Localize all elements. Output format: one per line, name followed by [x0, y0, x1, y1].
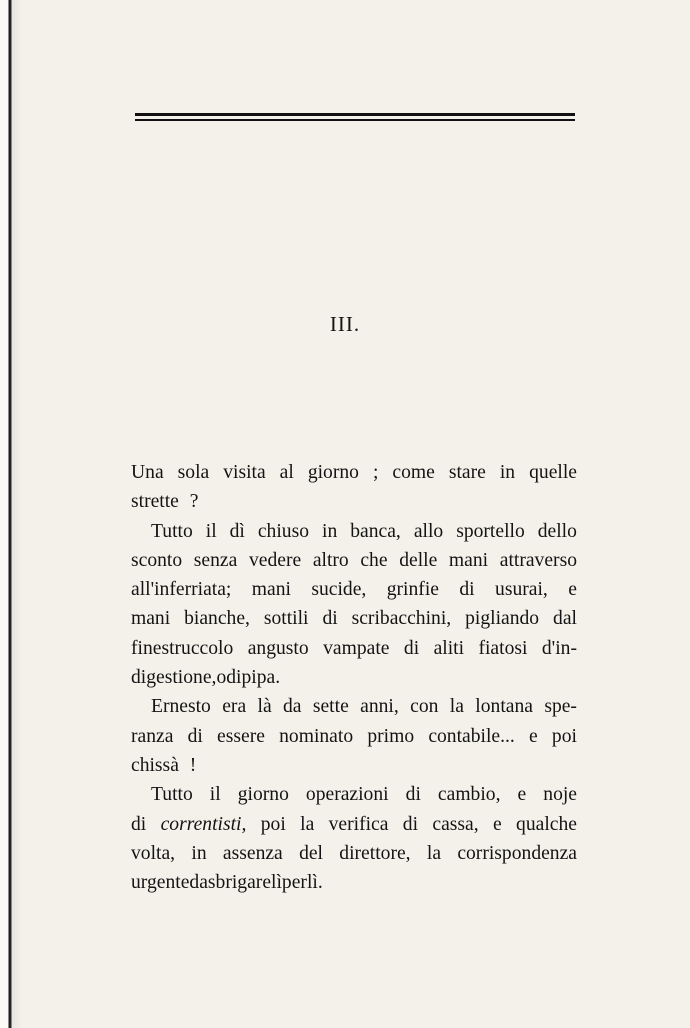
word: contabile...	[428, 725, 515, 747]
word: dello	[537, 520, 577, 542]
word: Ernesto	[151, 696, 211, 718]
word: scribacchini,	[351, 608, 452, 630]
text-line	[131, 780, 577, 809]
word: urgente	[131, 872, 190, 894]
word: dal	[553, 608, 577, 630]
word: bianche,	[184, 608, 250, 630]
word: finestruccolo	[131, 637, 234, 659]
word: all'inferriata;	[131, 579, 232, 601]
word: da	[189, 872, 208, 894]
word: Tutto	[151, 520, 193, 542]
word: con	[410, 696, 439, 718]
word: sottili	[263, 608, 309, 630]
word: operazioni	[305, 784, 389, 806]
word: sola	[177, 462, 210, 483]
word: in	[191, 842, 207, 864]
word: e	[517, 784, 527, 806]
word: di	[402, 813, 419, 835]
word: come	[392, 462, 435, 483]
word: visita	[223, 462, 266, 483]
word: fiatosi	[478, 637, 528, 659]
word: sbrigare	[207, 872, 272, 894]
word: anni,	[360, 696, 399, 718]
word: di	[322, 608, 338, 630]
word: poi	[260, 813, 286, 835]
word: aliti	[433, 637, 465, 659]
word: poi	[551, 725, 577, 747]
word: attraverso	[499, 549, 577, 571]
word: primo	[367, 725, 415, 747]
word: del	[299, 842, 323, 864]
word: mani	[251, 579, 291, 601]
word: da	[283, 696, 302, 718]
word: lì	[271, 872, 282, 894]
word: noje	[543, 784, 577, 806]
word: assenza	[222, 842, 283, 864]
word: la	[449, 696, 464, 718]
word: mani	[448, 549, 489, 571]
book-binding-edge	[0, 0, 22, 1028]
word: direttore,	[339, 842, 411, 864]
word: il	[209, 784, 221, 806]
word: angusto	[247, 637, 309, 659]
word: senza	[193, 549, 238, 571]
rule-line-thin	[135, 119, 575, 121]
word: usurai,	[495, 579, 548, 601]
text-line	[131, 487, 577, 516]
body-text	[131, 458, 577, 897]
word: la	[300, 813, 315, 835]
word: dì	[229, 520, 245, 542]
text-line	[131, 722, 577, 751]
word: pipa.	[241, 667, 281, 689]
word: digestione,	[131, 667, 217, 689]
word: volta,	[131, 842, 176, 864]
word: allo	[413, 520, 444, 542]
text-line	[131, 663, 577, 692]
word: sette	[312, 696, 349, 718]
word: vampate	[323, 637, 390, 659]
text-line	[131, 810, 577, 839]
word: spe-	[544, 696, 577, 718]
word: di	[131, 813, 147, 835]
word: di	[403, 637, 420, 659]
word: giorno	[307, 462, 359, 483]
chapter-number: III.	[329, 312, 361, 336]
word: giorno	[237, 784, 289, 806]
word: di	[405, 784, 421, 806]
word: Tutto	[151, 784, 193, 806]
word: essere	[217, 725, 265, 747]
text-line	[131, 575, 577, 604]
word: strette ?	[131, 491, 199, 513]
word: e	[568, 579, 577, 601]
word: la	[426, 842, 442, 864]
word: Una	[131, 462, 164, 483]
word: mani	[131, 608, 171, 630]
word: chiuso	[257, 520, 310, 542]
word: di	[187, 725, 203, 747]
word: corrispondenza	[457, 842, 577, 864]
word: là	[257, 696, 272, 718]
word: lì.	[306, 872, 323, 894]
header-double-rule	[135, 113, 575, 121]
word: o	[216, 667, 227, 689]
word: di	[226, 667, 242, 689]
word: per	[281, 872, 307, 894]
word: qualche	[516, 813, 577, 835]
word: di	[459, 579, 475, 601]
word: il	[205, 520, 217, 542]
word: delle	[399, 549, 438, 571]
word: pigliando	[465, 608, 540, 630]
text-line	[131, 604, 577, 633]
word: cambio,	[437, 784, 501, 806]
word: banca,	[350, 520, 401, 542]
word: sconto	[131, 549, 183, 571]
word: cassa,	[432, 813, 479, 835]
word: nominato	[279, 725, 354, 747]
word: d'in-	[541, 637, 577, 659]
word: stare	[448, 462, 486, 483]
rule-line-thick	[135, 113, 575, 116]
word: quelle	[529, 462, 577, 483]
text-line	[131, 751, 577, 780]
text-line	[131, 839, 577, 868]
word: in	[499, 462, 516, 483]
word: e	[529, 725, 538, 747]
word: altro	[312, 549, 349, 571]
word: era	[222, 696, 247, 718]
text-line	[131, 458, 577, 487]
word: lontana	[475, 696, 533, 718]
text-line	[131, 868, 577, 897]
word: vedere	[248, 549, 302, 571]
word: verifica	[328, 813, 389, 835]
text-line	[131, 692, 577, 721]
word: e	[492, 813, 502, 835]
word: chissà !	[131, 754, 197, 776]
word: ranza	[131, 725, 174, 747]
word: che	[360, 549, 388, 571]
text-line	[131, 546, 577, 575]
text-line	[131, 634, 577, 663]
word: in	[322, 520, 338, 542]
text-line	[131, 517, 577, 546]
word: grinfie	[386, 579, 439, 601]
word: sucide,	[311, 579, 367, 601]
word: ;	[372, 462, 379, 483]
word: al	[279, 462, 294, 483]
word: correntisti,	[160, 813, 247, 835]
word: sportello	[456, 520, 525, 542]
